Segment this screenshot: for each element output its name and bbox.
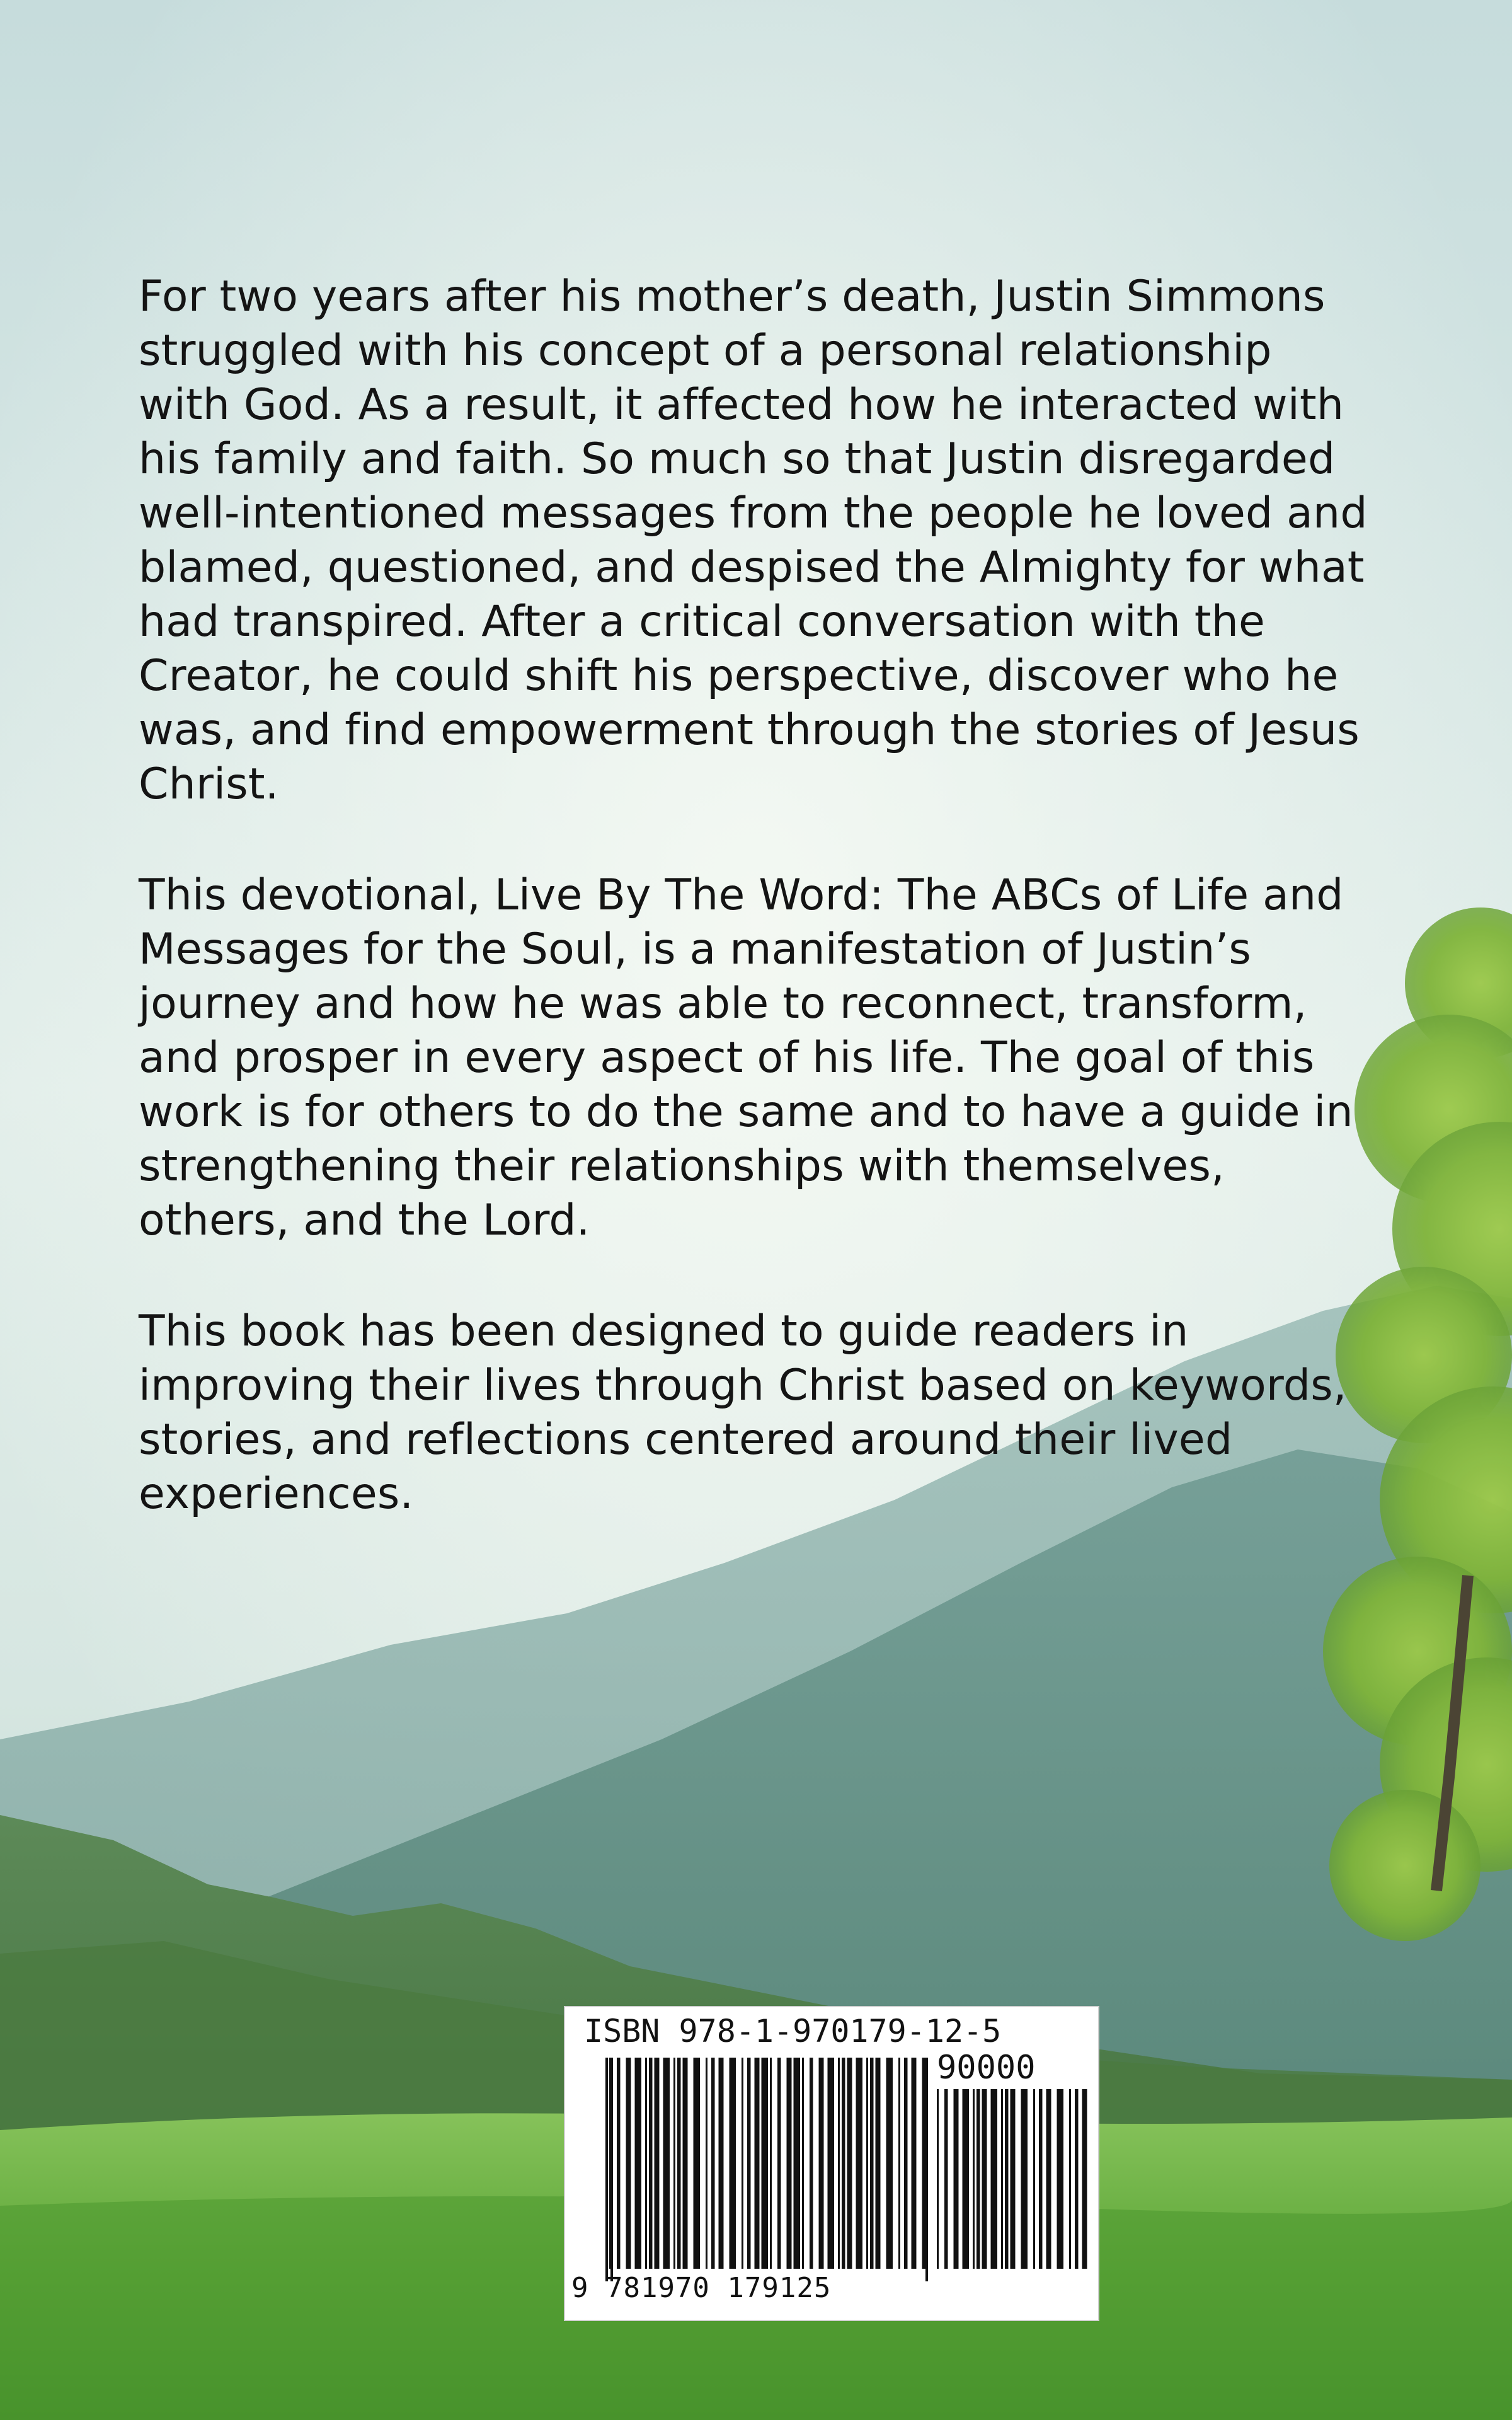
blurb-paragraph-2: This devotional, Live By The Word: The ABCs of Life and Messages for the Soul, is a manifestation of Justin’s journey and how he was able to reconnect, transform, and prosper in every aspect of his life. The goal of this work is for others to do the same and to have a guide in strengthening their relationships with themselves, others, and the Lord.	[139, 870, 1353, 1245]
price-code: 90000	[937, 2049, 1036, 2087]
isbn-barcode	[564, 2006, 1099, 2321]
blurb-paragraph-1: For two years after his mother’s death, Justin Simmons struggled with his concept of a personal relationship with God. As a result, it affected how he interacted with his family and faith. So much so that Justin disregarded well-intentioned messages from the people he loved and blamed, questioned, and despised the Almighty for what had transpired. After a critical conversation with the Creator, he could shift his perspective, discover who he was, and find empowerment through the stories of Jesus Christ.	[139, 272, 1368, 809]
back-cover-blurb	[139, 270, 1373, 1578]
ean-digits: 9 781970 179125	[571, 2272, 832, 2304]
isbn-label: ISBN 978-1-970179-12-5	[584, 2013, 1002, 2049]
blurb-paragraph-3: This book has been designed to guide readers in improving their lives through Christ based on keywords, stories, and reflections centered around their lived experiences.	[139, 1306, 1347, 1519]
